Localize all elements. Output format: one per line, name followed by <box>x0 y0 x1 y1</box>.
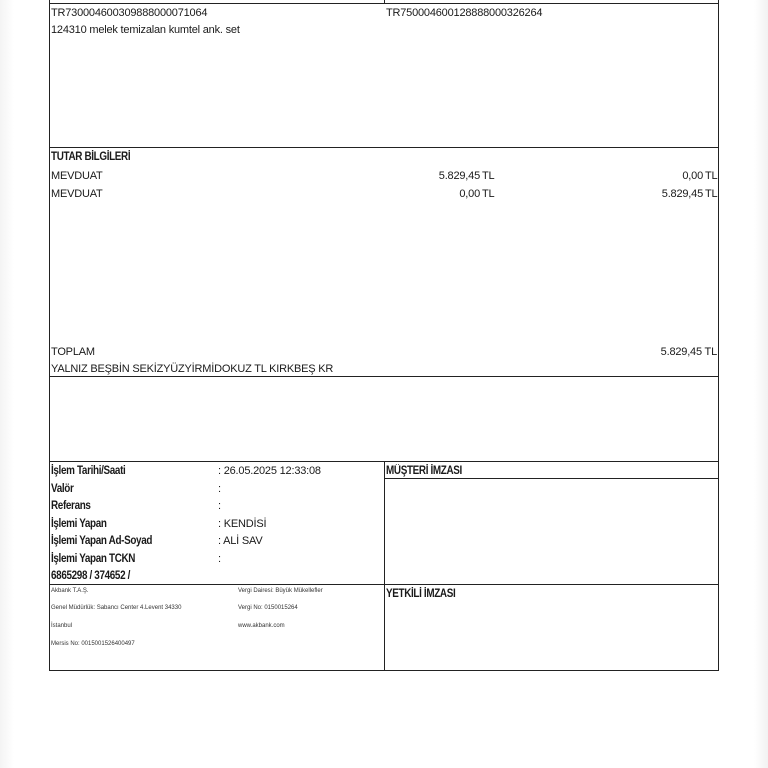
performer-tckn-label: İşlemi Yapan TCKN <box>51 553 136 565</box>
customer-signature-label: MÜŞTERİ İMZASI <box>386 465 462 477</box>
bank-website: www.akbank.com <box>238 623 285 629</box>
amounts-bottom-divider <box>49 376 719 377</box>
performer-name-label: İşlemi Yapan Ad-Soyad <box>51 535 153 547</box>
bank-tax-office: Vergi Dairesi: Büyük Mükellefler <box>238 588 323 594</box>
performed-by-value: : KENDİSİ <box>218 518 267 530</box>
amount-row-2-debit-currency: TL <box>482 188 495 200</box>
amount-row-2-label: MEVDUAT <box>51 188 103 200</box>
accounts-bottom-divider <box>49 147 719 148</box>
sender-iban: TR730004600309888000071064 <box>51 7 208 19</box>
amount-row-1-credit-currency: TL <box>705 170 718 182</box>
amount-row-1-debit-currency: TL <box>482 170 495 182</box>
total-label: TOPLAM <box>51 346 95 358</box>
amount-in-words: YALNIZ BEŞBİN SEKİZYÜZYİRMİDOKUZ TL KIRKBEŞ KR <box>51 363 334 375</box>
authorized-signature-label: YETKİLİ İMZASI <box>386 588 456 600</box>
transaction-code: 6865298 / 374652 / <box>51 570 131 582</box>
amount-row-2-credit-currency: TL <box>705 188 718 200</box>
amount-row-1-credit: 0,00 <box>682 170 703 182</box>
value-date-label: Valör <box>51 483 74 495</box>
performed-by-label: İşlemi Yapan <box>51 518 107 530</box>
accounts-column-divider <box>384 0 385 4</box>
value-date-value: : <box>218 483 221 495</box>
bank-tax-number: Vergi No: 0150015264 <box>238 605 298 611</box>
amount-row-1-label: MEVDUAT <box>51 170 103 182</box>
bank-name: Akbank T.A.Ş. <box>51 588 89 594</box>
transaction-date-value: : 26.05.2025 12:33:08 <box>218 465 321 477</box>
receiver-iban: TR750004600128888000326264 <box>386 7 543 19</box>
total-value: 5.829,45 TL <box>660 346 717 358</box>
bank-city: İstanbul <box>51 623 73 629</box>
amount-row-2-debit: 0,00 <box>459 188 480 200</box>
performer-tckn-value: : <box>218 553 221 565</box>
reference-label: Referans <box>51 500 91 512</box>
reference-value: : <box>218 500 221 512</box>
transfer-description: 124310 melek temizalan kumtel ank. set <box>51 24 240 36</box>
amount-row-1-debit: 5.829,45 <box>438 170 480 182</box>
signature-column-divider <box>384 461 385 671</box>
amounts-section-title: TUTAR BİLGİLERİ <box>51 151 131 163</box>
bank-headquarters: Genel Müdürlük: Sabancı Center 4.Levent 34330 <box>51 605 182 611</box>
bank-mersis-number: Mersis No: 0015001526400497 <box>51 641 135 647</box>
customer-signature-divider <box>384 478 719 479</box>
transaction-date-label: İşlem Tarihi/Saati <box>51 465 126 477</box>
performer-name-value: : ALİ SAV <box>218 535 263 547</box>
amount-row-2-credit: 5.829,45 <box>661 188 703 200</box>
